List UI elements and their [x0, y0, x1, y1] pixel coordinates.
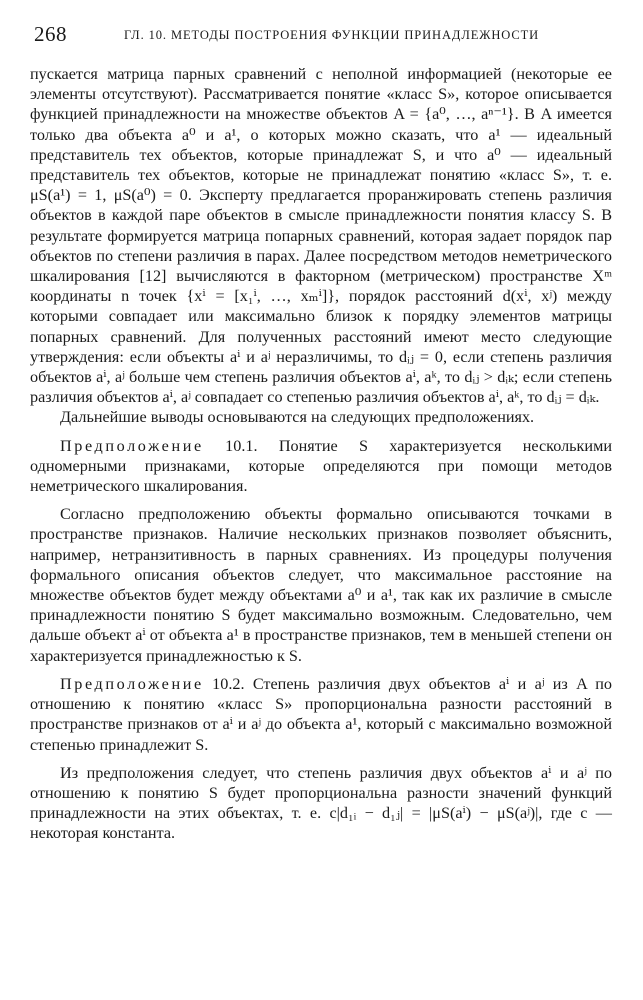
body-text — [30, 64, 612, 844]
paragraph-consequence: Из предположения следует, что степень различия двух объектов aⁱ и aʲ по отношению к понятию S будет пропорциональна разности значений функций принадлежности на этих объектах, т. е. c|d₁ᵢ − d₁ⱼ| = |μS(aⁱ) − μS(aʲ)|, где c — некоторая константа. — [30, 763, 612, 843]
paragraph-according-to-assumption: Согласно предположению объекты формально описываются точками в пространстве признаков. Наличие нескольких признаков позволяет объяснить, например, нетранзитивность в парных сравнениях. Из процедуры получения формального описания объектов следует, что максимальное расстояние на множестве объектов будет между объектами a⁰ и a¹, так как их различие в смысле принадлежности понятию S будет максимально возможным. Следовательно, чем дальше объект aⁱ от объекта a¹ в пространстве признаков, тем в меньшей степени он характеризуется принадлежностью к S. — [30, 505, 612, 665]
assumption-text: 10.1. Понятие S характеризуется несколькими одномерными признаками, которые определяются при помощи методов неметрического шкалирования. — [30, 436, 612, 496]
assumption-label: Предположение — [60, 674, 204, 693]
paragraph-continued: пускается матрица парных сравнений с неполной информацией (некоторые ее элементы отсутствуют). Рассматривается понятие «класс S», которое описывается функцией принадлежности на множестве объектов A = {a⁰, …, aⁿ⁻¹}. В A имеется только два объекта a⁰ и a¹, о которых можно сказать, что a¹ — идеальный представитель тех объектов, которые принадлежат S, и что a⁰ — идеальный представитель тех объектов, которые не принадлежат понятию «класс S», т. е. μS(a¹) = 1, μS(a⁰) = 0. Эксперту предлагается проранжировать степень различия объектов в каждой паре объектов в смысле принадлежности понятия классу S. В результате формируется матрица попарных сравнений, которая задает порядок пар объектов по степени различия в парах. Далее посредством методов неметрического шкалирования [12] вычисляются в факторном (метрическом) пространстве Xᵐ координаты n точек {xⁱ = [x₁ⁱ, …, xₘⁱ]}, порядок расстояний d(xⁱ, xʲ) между которыми совпадает или максимально близок к порядку элементов матрицы попарных сравнений. Для полученных расстояний имеют место следующие утверждения: если объекты aⁱ и aʲ неразличимы, то dᵢⱼ = 0, если степень различия объектов aⁱ, aʲ больше чем степень различия объектов aⁱ, aᵏ, то dᵢⱼ > dᵢₖ; если степень различия объектов aⁱ, aʲ совпадает со степенью различия объектов aⁱ, aᵏ, то dᵢⱼ = dᵢₖ. — [30, 65, 612, 407]
running-title: ГЛ. 10. МЕТОДЫ ПОСТРОЕНИЯ ФУНКЦИИ ПРИНАДЛЕЖНОСТИ — [124, 28, 540, 42]
assumption-10-2 — [30, 674, 612, 755]
running-header — [34, 22, 613, 48]
assumption-10-1 — [30, 436, 612, 497]
assumption-text: 10.2. Степень различия двух объектов aⁱ и aʲ из A по отношению к понятию «класс S» пропорциональна разности расстояний в пространстве признаков от aⁱ и aʲ до объекта a¹, который с максимально возможной степенью принадлежит S. — [30, 674, 612, 754]
assumption-label: Предположение — [60, 436, 204, 455]
page-number: 268 — [34, 22, 67, 46]
paragraph-further-conclusions: Дальнейшие выводы основываются на следующих предположениях. — [60, 408, 535, 427]
